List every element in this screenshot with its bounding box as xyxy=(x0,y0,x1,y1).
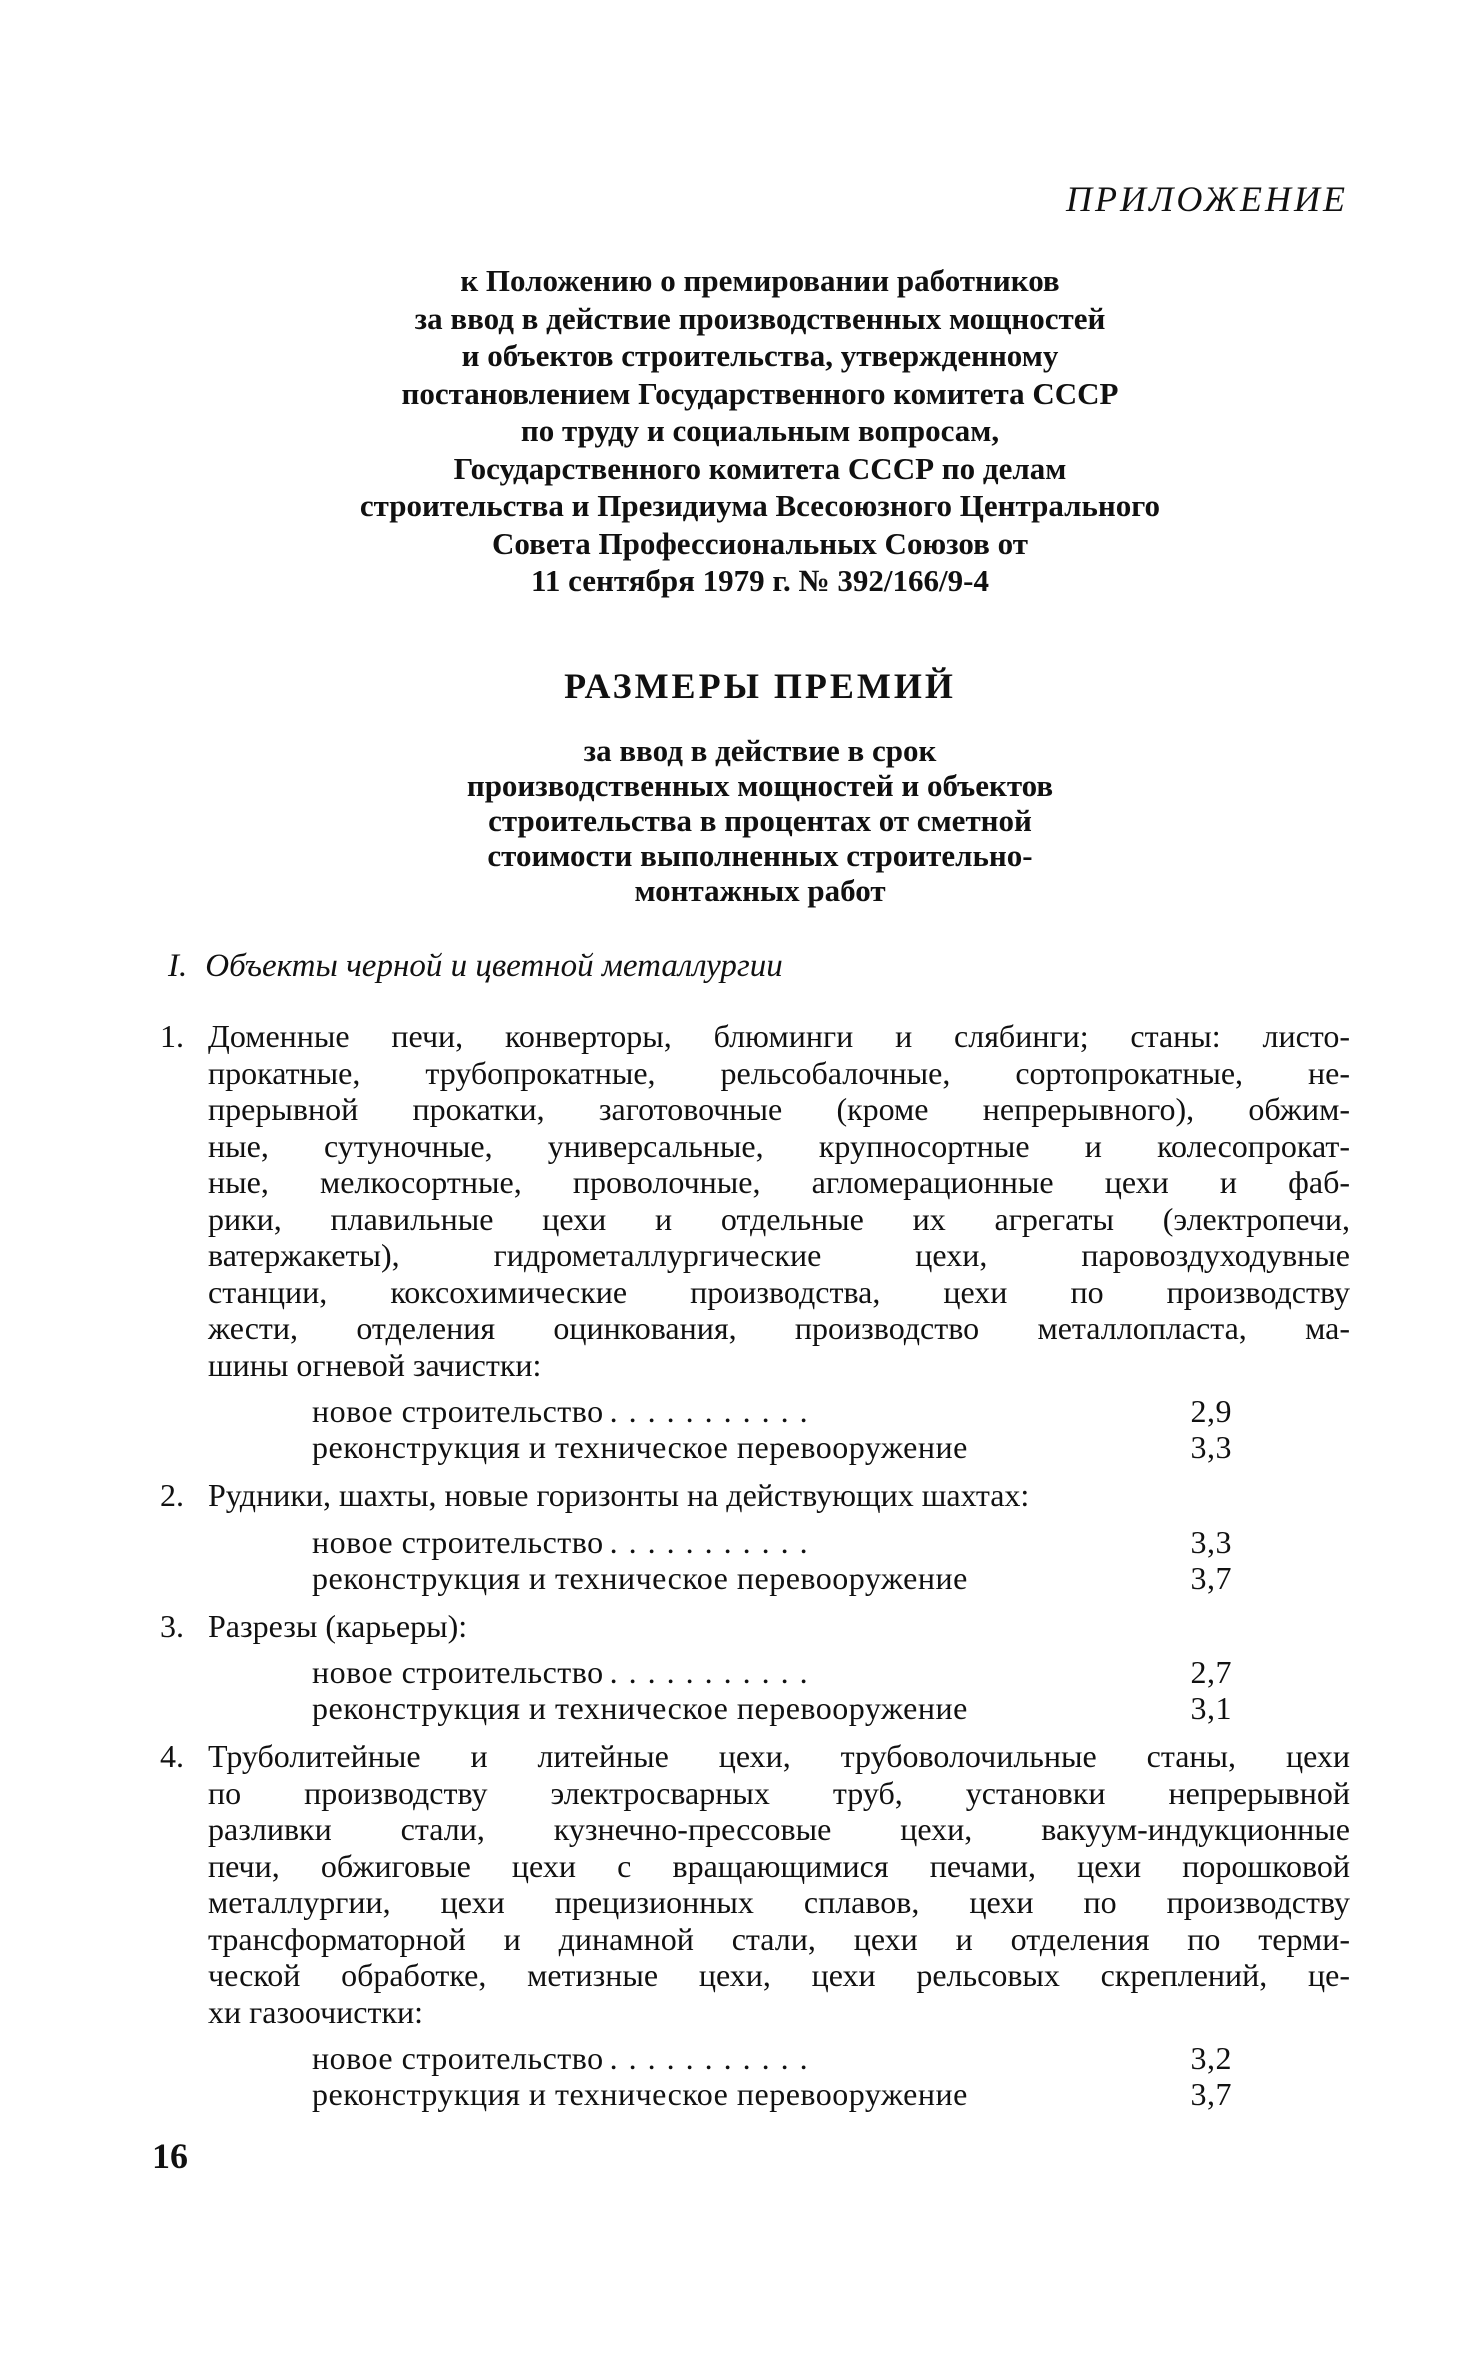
rate-label: новое строительство xyxy=(312,1654,604,1690)
section-heading xyxy=(168,948,783,985)
rate-label: новое строительство xyxy=(312,1393,604,1429)
rates-table xyxy=(312,2040,1232,2112)
list-item xyxy=(160,1608,1350,1727)
subtitle-line: строительства в процентах от сметной xyxy=(488,803,1032,838)
rate-value: 3,7 xyxy=(1190,2076,1232,2112)
item-line: станции, коксохимические производства, цехи по производству xyxy=(208,1273,1350,1310)
rate-row xyxy=(312,1393,1232,1429)
rate-row xyxy=(312,2076,1232,2112)
subtitle-line: за ввод в действие в срок xyxy=(583,733,937,768)
section-number: I. xyxy=(168,948,188,984)
rate-label: реконструкция и техническое перевооружение xyxy=(312,1429,968,1465)
rate-row xyxy=(312,1690,1232,1726)
rate-value: 3,2 xyxy=(1190,2040,1232,2076)
item-description xyxy=(160,1018,1350,1383)
subtitle-line: производственных мощностей и объектов xyxy=(466,768,1054,803)
rate-value: 2,7 xyxy=(1190,1654,1232,1690)
item-number: 2. xyxy=(160,1477,184,1513)
rate-value: 2,9 xyxy=(1190,1393,1232,1429)
rate-label: новое строительство xyxy=(312,1523,604,1560)
item-line: хи газоочистки: xyxy=(208,1993,424,2030)
dot-leader: ........... xyxy=(609,2040,819,2076)
item-line: прерывной прокатки, заготовочные (кроме непрерывного), обжим- xyxy=(208,1091,1350,1127)
item-line: Доменные печи, конверторы, блюминги и слябинги; станы: листо- xyxy=(208,1018,1350,1054)
item-description xyxy=(160,1477,1350,1514)
item-line: трансформаторной и динамной стали, цехи и отделения по терми- xyxy=(208,1920,1350,1957)
document-subtitle xyxy=(200,733,1320,908)
preamble-line: Государственного комитета СССР по делам xyxy=(453,450,1067,486)
rate-row xyxy=(312,2040,1232,2076)
preamble-line: по труду и социальным вопросам, xyxy=(520,413,1000,448)
rate-label: реконструкция и техническое перевооружение xyxy=(312,1559,968,1596)
list-item xyxy=(160,1477,1350,1596)
preamble xyxy=(200,262,1320,600)
rate-row xyxy=(312,1560,1232,1596)
rates-table xyxy=(312,1393,1232,1465)
item-line: разливки стали, кузнечно-прессовые цехи, вакуум-индукционные xyxy=(208,1811,1350,1847)
item-line: жести, отделения оцинкования, производство металлопласта, ма- xyxy=(208,1310,1350,1346)
item-line: ческой обработке, метизные цехи, цехи рельсовых скреплений, це- xyxy=(208,1957,1350,1993)
rates-table xyxy=(312,1654,1232,1726)
list-item xyxy=(160,1018,1350,1465)
item-line: Разрезы (карьеры): xyxy=(208,1607,468,1644)
preamble-line: к Положению о премировании работников xyxy=(460,263,1060,298)
rate-value: 3,3 xyxy=(1190,1429,1232,1465)
dot-leader: ........... xyxy=(609,1393,819,1429)
item-line: ные, мелкосортные, проволочные, агломерационные цехи и фаб- xyxy=(208,1164,1350,1200)
rate-value: 3,1 xyxy=(1190,1690,1232,1726)
item-number: 1. xyxy=(160,1018,184,1054)
preamble-line: за ввод в действие производственных мощностей xyxy=(414,300,1106,336)
subtitle-line: стоимости выполненных строительно- xyxy=(487,838,1033,873)
dot-leader: ........... xyxy=(609,1654,819,1690)
item-line: Рудники, шахты, новые горизонты на действующих шахтах: xyxy=(208,1477,1030,1513)
item-line: Труболитейные и литейные цехи, трубоволочильные станы, цехи xyxy=(208,1738,1350,1774)
subtitle-line: монтажных работ xyxy=(634,873,886,908)
rate-label: реконструкция и техническое перевооружение xyxy=(312,2076,968,2112)
item-number: 3. xyxy=(160,1607,184,1644)
preamble-line: строительства и Президиума Всесоюзного Центрального xyxy=(359,488,1161,523)
item-description xyxy=(160,1738,1350,2030)
preamble-line: Совета Профессиональных Союзов от xyxy=(492,525,1028,561)
rate-value: 3,7 xyxy=(1190,1559,1232,1596)
rate-label: новое строительство xyxy=(312,2040,604,2076)
list-item xyxy=(160,1738,1350,2112)
rate-row xyxy=(312,1524,1232,1560)
rate-value: 3,3 xyxy=(1190,1523,1232,1560)
preamble-line: 11 сентября 1979 г. № 392/166/9-4 xyxy=(531,563,989,598)
item-line: металлургии, цехи прецизионных сплавов, цехи по производству xyxy=(208,1884,1350,1920)
section-title: Объекты черной и цветной металлургии xyxy=(205,948,783,984)
items-list xyxy=(160,1018,1350,2124)
dot-leader: ........... xyxy=(609,1523,819,1560)
item-description xyxy=(160,1608,1350,1645)
item-line: рики, плавильные цехи и отдельные их агрегаты (электропечи, xyxy=(208,1200,1350,1237)
rate-row xyxy=(312,1654,1232,1690)
item-number: 4. xyxy=(160,1738,184,1774)
item-line: по производству электросварных труб, установки непрерывной xyxy=(208,1774,1350,1811)
rate-label: реконструкция и техническое перевооружение xyxy=(312,1690,968,1726)
preamble-line: постановлением Государственного комитета СССР xyxy=(401,375,1119,411)
rate-row xyxy=(312,1429,1232,1465)
rates-table xyxy=(312,1524,1232,1596)
item-line: прокатные, трубопрокатные, рельсобалочные, сортопрокатные, не- xyxy=(208,1054,1350,1091)
document-title: РАЗМЕРЫ ПРЕМИЙ xyxy=(564,666,956,706)
appendix-label: ПРИЛОЖЕНИЕ xyxy=(1066,179,1348,219)
item-line: печи, обжиговые цехи с вращающимися печами, цехи порошковой xyxy=(208,1847,1350,1884)
item-line: ные, сутуночные, универсальные, крупносортные и колесопрокат- xyxy=(208,1127,1350,1164)
item-line: ватержакеты), гидрометаллургические цехи, паровоздуходувные xyxy=(208,1237,1350,1273)
page-number: 16 xyxy=(152,2136,188,2176)
preamble-line: и объектов строительства, утвержденному xyxy=(461,338,1059,373)
item-line: шины огневой зачистки: xyxy=(208,1346,542,1383)
